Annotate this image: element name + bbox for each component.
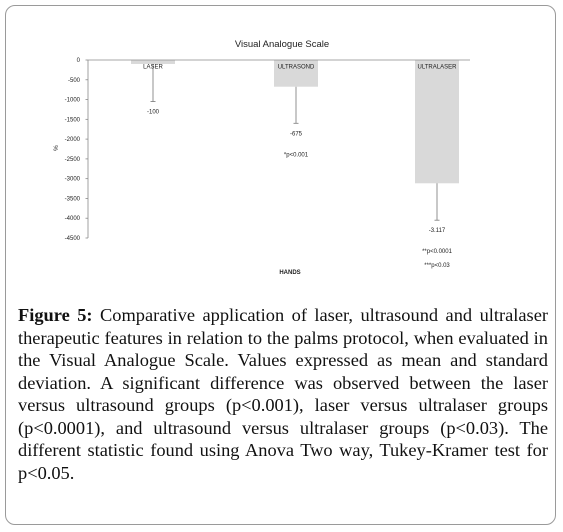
significance-annotation: **p<0.0001 xyxy=(422,249,452,256)
y-tick-label: -3000 xyxy=(64,176,80,183)
y-tick-label: -2000 xyxy=(64,137,80,144)
category-label: ULTRASOND xyxy=(277,64,315,71)
data-label: -100 xyxy=(146,109,160,116)
data-label: -3.117 xyxy=(428,228,446,235)
y-tick-label: 0 xyxy=(76,58,80,64)
plot-area xyxy=(65,58,470,269)
chart-title: Visual Analogue Scale xyxy=(234,39,330,50)
significance-annotation: ***p<0.03 xyxy=(424,263,450,270)
caption-text: Comparative application of laser, ultrasound and ultralaser therapeutic features in relation to the palms protocol, when evaluated in the Visual Analogue Scale. Values expressed as mean and standard deviation. A significant difference was observed between the laser versus ultrasound groups (p<0.001), laser versus ultralaser groups (p<0.0001), and ultrasound versus ultralaser groups (p<0.03). The different statistic found using Anova Two way, Tukey-Kramer test for p<0.05. xyxy=(18,305,548,483)
significance-annotation: *p<0.001 xyxy=(283,152,309,159)
y-tick-label: -4000 xyxy=(64,216,80,223)
caption-label: Figure 5: xyxy=(18,305,93,325)
category-label: LASER xyxy=(143,64,163,71)
bar-laser xyxy=(131,60,175,64)
data-label: -675 xyxy=(289,131,303,138)
y-tick-label: -1000 xyxy=(64,97,80,104)
figure-caption xyxy=(18,304,548,484)
y-tick-label: -3500 xyxy=(64,196,80,203)
category-label: ULTRALASER xyxy=(417,64,457,71)
y-axis-label: % xyxy=(53,145,60,151)
x-axis-label: HANDS xyxy=(279,270,301,276)
y-tick-label: -2500 xyxy=(64,156,80,163)
y-tick-label: -4500 xyxy=(64,236,80,242)
y-tick-label: -500 xyxy=(67,77,80,84)
bar-ultralaser xyxy=(415,60,459,183)
y-tick-label: -1500 xyxy=(64,117,80,124)
